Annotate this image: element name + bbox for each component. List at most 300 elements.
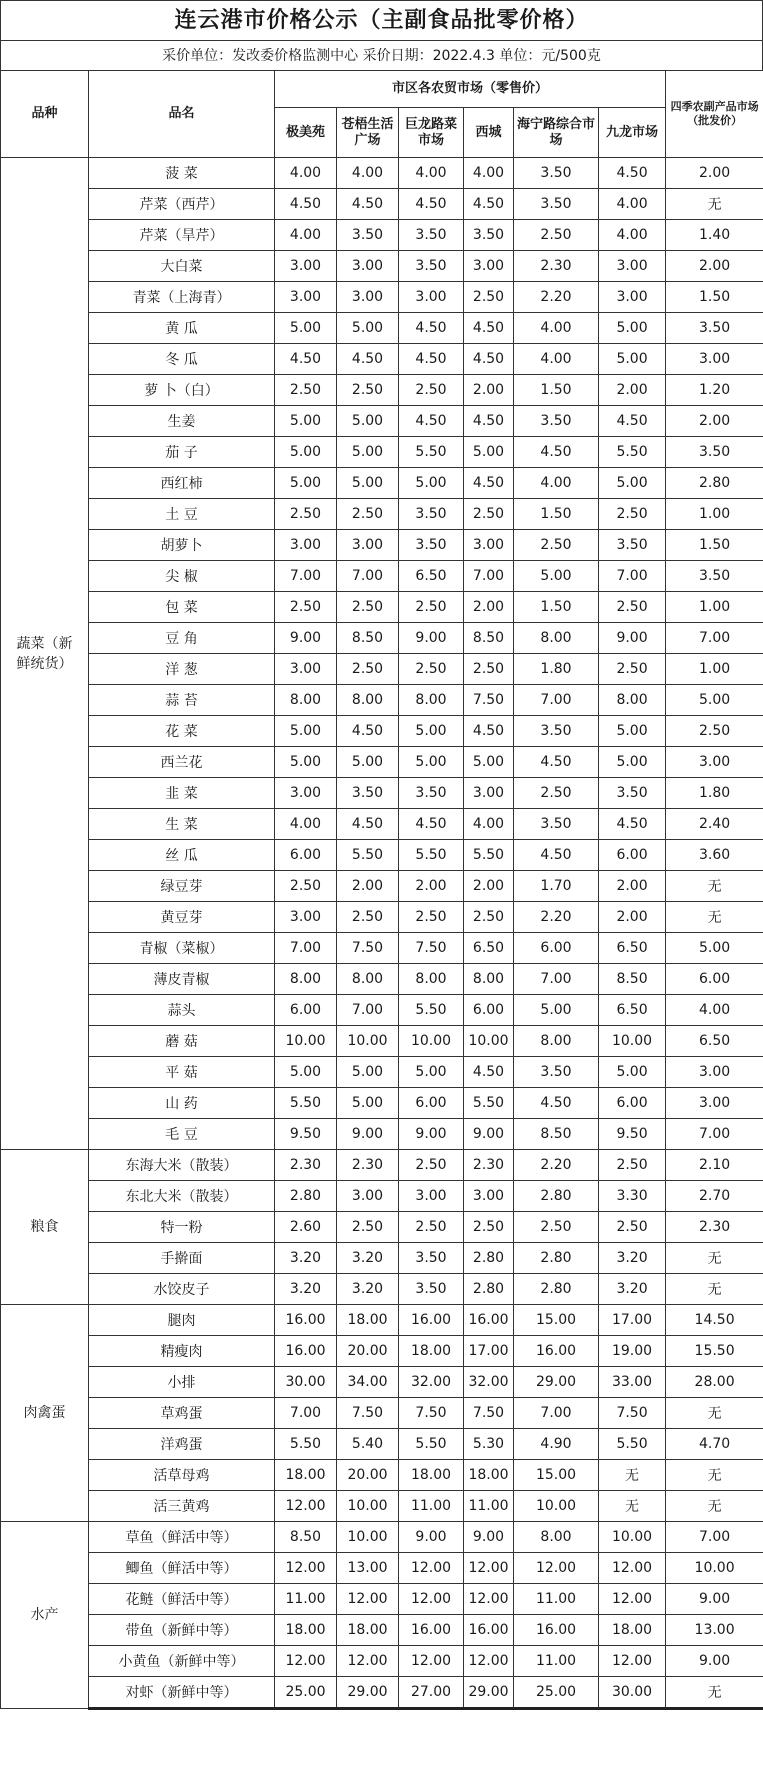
retail-price-cell: 16.00 xyxy=(464,1305,514,1336)
item-name-cell: 平 菇 xyxy=(89,1057,275,1088)
retail-price-cell: 7.00 xyxy=(514,964,599,995)
retail-price-cell: 5.00 xyxy=(275,406,337,437)
retail-price-cell: 3.20 xyxy=(337,1243,399,1274)
retail-price-cell: 3.00 xyxy=(337,282,399,313)
retail-price-cell: 18.00 xyxy=(275,1615,337,1646)
retail-price-cell: 6.00 xyxy=(275,840,337,871)
retail-price-cell: 18.00 xyxy=(599,1615,666,1646)
table-row xyxy=(1,1398,763,1429)
table-row xyxy=(1,1057,763,1088)
retail-price-cell: 2.50 xyxy=(337,654,399,685)
retail-price-cell: 4.50 xyxy=(399,809,464,840)
retail-price-cell: 18.00 xyxy=(464,1460,514,1491)
retail-price-cell: 2.50 xyxy=(599,654,666,685)
retail-price-cell: 16.00 xyxy=(275,1305,337,1336)
retail-price-cell: 3.00 xyxy=(399,1181,464,1212)
category-cell: 蔬菜（新鲜统货） xyxy=(1,158,89,1150)
table-row xyxy=(1,871,763,902)
table-row xyxy=(1,1429,763,1460)
wholesale-price-cell: 2.40 xyxy=(666,809,763,840)
header-market: 巨龙路菜市场 xyxy=(399,108,464,158)
retail-price-cell: 12.00 xyxy=(399,1584,464,1615)
retail-price-cell: 6.50 xyxy=(399,561,464,592)
retail-price-cell: 3.00 xyxy=(464,251,514,282)
wholesale-price-cell: 7.00 xyxy=(666,1119,763,1150)
retail-price-cell: 2.80 xyxy=(514,1274,599,1305)
retail-price-cell: 16.00 xyxy=(275,1336,337,1367)
retail-price-cell: 25.00 xyxy=(275,1677,337,1709)
table-header xyxy=(1,71,763,158)
wholesale-price-cell: 无 xyxy=(666,902,763,933)
retail-price-cell: 25.00 xyxy=(514,1677,599,1709)
retail-price-cell: 18.00 xyxy=(337,1305,399,1336)
retail-price-cell: 4.50 xyxy=(399,344,464,375)
item-name-cell: 活三黄鸡 xyxy=(89,1491,275,1522)
retail-price-cell: 6.50 xyxy=(464,933,514,964)
retail-price-cell: 10.00 xyxy=(275,1026,337,1057)
table-row xyxy=(1,1646,763,1677)
retail-price-cell: 1.50 xyxy=(514,375,599,406)
retail-price-cell: 5.50 xyxy=(399,995,464,1026)
item-name-cell: 洋 葱 xyxy=(89,654,275,685)
retail-price-cell: 5.00 xyxy=(337,437,399,468)
retail-price-cell: 12.00 xyxy=(275,1646,337,1677)
table-row xyxy=(1,840,763,871)
retail-price-cell: 2.50 xyxy=(337,902,399,933)
retail-price-cell: 4.50 xyxy=(464,1057,514,1088)
wholesale-price-cell: 3.00 xyxy=(666,747,763,778)
wholesale-price-cell: 3.00 xyxy=(666,1057,763,1088)
retail-price-cell: 3.00 xyxy=(399,282,464,313)
retail-price-cell: 11.00 xyxy=(399,1491,464,1522)
retail-price-cell: 5.00 xyxy=(599,313,666,344)
table-row xyxy=(1,1212,763,1243)
header-market: 海宁路综合市场 xyxy=(514,108,599,158)
retail-price-cell: 2.00 xyxy=(599,871,666,902)
retail-price-cell: 5.50 xyxy=(599,1429,666,1460)
retail-price-cell: 5.00 xyxy=(599,468,666,499)
table-row xyxy=(1,623,763,654)
retail-price-cell: 3.00 xyxy=(275,778,337,809)
retail-price-cell: 3.50 xyxy=(337,220,399,251)
retail-price-cell: 9.00 xyxy=(399,1522,464,1553)
retail-price-cell: 4.50 xyxy=(514,747,599,778)
retail-price-cell: 4.50 xyxy=(464,468,514,499)
retail-price-cell: 7.50 xyxy=(399,933,464,964)
retail-price-cell: 17.00 xyxy=(464,1336,514,1367)
item-name-cell: 黄豆芽 xyxy=(89,902,275,933)
retail-price-cell: 4.50 xyxy=(599,158,666,189)
wholesale-price-cell: 2.00 xyxy=(666,251,763,282)
retail-price-cell: 15.00 xyxy=(514,1305,599,1336)
item-name-cell: 丝 瓜 xyxy=(89,840,275,871)
retail-price-cell: 20.00 xyxy=(337,1336,399,1367)
table-row xyxy=(1,406,763,437)
table-row xyxy=(1,1367,763,1398)
retail-price-cell: 4.00 xyxy=(599,189,666,220)
retail-price-cell: 2.50 xyxy=(599,499,666,530)
wholesale-price-cell: 3.60 xyxy=(666,840,763,871)
retail-price-cell: 4.50 xyxy=(599,809,666,840)
retail-price-cell: 9.50 xyxy=(275,1119,337,1150)
retail-price-cell: 12.00 xyxy=(399,1553,464,1584)
wholesale-price-cell: 无 xyxy=(666,1274,763,1305)
retail-price-cell: 7.00 xyxy=(275,1398,337,1429)
table-row xyxy=(1,1522,763,1553)
retail-price-cell: 3.00 xyxy=(464,1181,514,1212)
retail-price-cell: 2.80 xyxy=(514,1181,599,1212)
retail-price-cell: 4.50 xyxy=(464,716,514,747)
wholesale-price-cell: 1.20 xyxy=(666,375,763,406)
wholesale-price-cell: 6.50 xyxy=(666,1026,763,1057)
retail-price-cell: 9.00 xyxy=(275,623,337,654)
retail-price-cell: 8.00 xyxy=(399,964,464,995)
retail-price-cell: 4.50 xyxy=(399,406,464,437)
retail-price-cell: 5.00 xyxy=(275,1057,337,1088)
retail-price-cell: 4.50 xyxy=(464,406,514,437)
table-row xyxy=(1,1274,763,1305)
item-name-cell: 包 菜 xyxy=(89,592,275,623)
table-row xyxy=(1,1491,763,1522)
wholesale-price-cell: 1.40 xyxy=(666,220,763,251)
item-name-cell: 尖 椒 xyxy=(89,561,275,592)
retail-price-cell: 3.50 xyxy=(399,499,464,530)
wholesale-price-cell: 3.50 xyxy=(666,313,763,344)
retail-price-cell: 8.50 xyxy=(514,1119,599,1150)
table-row xyxy=(1,251,763,282)
wholesale-price-cell: 3.00 xyxy=(666,1088,763,1119)
table-row xyxy=(1,561,763,592)
table-row xyxy=(1,592,763,623)
retail-price-cell: 2.50 xyxy=(337,592,399,623)
retail-price-cell: 2.50 xyxy=(514,220,599,251)
item-name-cell: 蒜头 xyxy=(89,995,275,1026)
retail-price-cell: 8.50 xyxy=(464,623,514,654)
retail-price-cell: 5.00 xyxy=(514,561,599,592)
retail-price-cell: 4.50 xyxy=(599,406,666,437)
item-name-cell: 精瘦肉 xyxy=(89,1336,275,1367)
retail-price-cell: 3.50 xyxy=(337,778,399,809)
item-name-cell: 腿肉 xyxy=(89,1305,275,1336)
retail-price-cell: 19.00 xyxy=(599,1336,666,1367)
item-name-cell: 豆 角 xyxy=(89,623,275,654)
retail-price-cell: 9.00 xyxy=(399,623,464,654)
retail-price-cell: 18.00 xyxy=(337,1615,399,1646)
retail-price-cell: 8.00 xyxy=(514,623,599,654)
retail-price-cell: 34.00 xyxy=(337,1367,399,1398)
table-body xyxy=(1,158,763,1709)
retail-price-cell: 5.00 xyxy=(399,747,464,778)
retail-price-cell: 3.00 xyxy=(275,282,337,313)
retail-price-cell: 10.00 xyxy=(464,1026,514,1057)
retail-price-cell: 33.00 xyxy=(599,1367,666,1398)
header-market-group: 市区各农贸市场（零售价） xyxy=(275,71,666,108)
wholesale-price-cell: 10.00 xyxy=(666,1553,763,1584)
item-name-cell: 鲫鱼（鲜活中等） xyxy=(89,1553,275,1584)
retail-price-cell: 30.00 xyxy=(275,1367,337,1398)
retail-price-cell: 5.00 xyxy=(275,716,337,747)
table-row xyxy=(1,344,763,375)
item-name-cell: 大白菜 xyxy=(89,251,275,282)
table-row xyxy=(1,685,763,716)
wholesale-price-cell: 2.80 xyxy=(666,468,763,499)
wholesale-price-cell: 无 xyxy=(666,1398,763,1429)
table-row xyxy=(1,1615,763,1646)
retail-price-cell: 4.00 xyxy=(464,158,514,189)
wholesale-price-cell: 无 xyxy=(666,1677,763,1709)
retail-price-cell: 3.50 xyxy=(514,158,599,189)
item-name-cell: 洋鸡蛋 xyxy=(89,1429,275,1460)
retail-price-cell: 无 xyxy=(599,1460,666,1491)
retail-price-cell: 3.00 xyxy=(275,654,337,685)
retail-price-cell: 5.00 xyxy=(399,1057,464,1088)
retail-price-cell: 4.50 xyxy=(337,344,399,375)
table-row xyxy=(1,1150,763,1181)
retail-price-cell: 8.00 xyxy=(399,685,464,716)
retail-price-cell: 12.00 xyxy=(337,1584,399,1615)
wholesale-price-cell: 1.00 xyxy=(666,499,763,530)
table-row xyxy=(1,1119,763,1150)
retail-price-cell: 2.50 xyxy=(275,499,337,530)
table-row xyxy=(1,933,763,964)
retail-price-cell: 5.30 xyxy=(464,1429,514,1460)
item-name-cell: 绿豆芽 xyxy=(89,871,275,902)
wholesale-price-cell: 3.50 xyxy=(666,561,763,592)
retail-price-cell: 3.50 xyxy=(399,220,464,251)
retail-price-cell: 7.00 xyxy=(337,561,399,592)
header-market: 九龙市场 xyxy=(599,108,666,158)
retail-price-cell: 16.00 xyxy=(514,1336,599,1367)
retail-price-cell: 6.00 xyxy=(599,1088,666,1119)
retail-price-cell: 2.50 xyxy=(399,1212,464,1243)
retail-price-cell: 4.50 xyxy=(399,313,464,344)
retail-price-cell: 7.50 xyxy=(337,1398,399,1429)
retail-price-cell: 27.00 xyxy=(399,1677,464,1709)
retail-price-cell: 2.50 xyxy=(275,592,337,623)
retail-price-cell: 3.50 xyxy=(399,1243,464,1274)
retail-price-cell: 2.00 xyxy=(599,902,666,933)
item-name-cell: 特一粉 xyxy=(89,1212,275,1243)
retail-price-cell: 2.30 xyxy=(514,251,599,282)
page-title: 连云港市价格公示（主副食品批零价格） xyxy=(0,0,763,40)
retail-price-cell: 8.00 xyxy=(464,964,514,995)
retail-price-cell: 3.00 xyxy=(599,282,666,313)
retail-price-cell: 5.50 xyxy=(464,840,514,871)
retail-price-cell: 3.00 xyxy=(464,778,514,809)
retail-price-cell: 4.00 xyxy=(514,313,599,344)
table-row xyxy=(1,964,763,995)
wholesale-price-cell: 1.80 xyxy=(666,778,763,809)
retail-price-cell: 2.00 xyxy=(464,375,514,406)
retail-price-cell: 3.00 xyxy=(275,251,337,282)
retail-price-cell: 3.50 xyxy=(599,778,666,809)
wholesale-price-cell: 无 xyxy=(666,1491,763,1522)
retail-price-cell: 10.00 xyxy=(337,1522,399,1553)
retail-price-cell: 13.00 xyxy=(337,1553,399,1584)
retail-price-cell: 2.60 xyxy=(275,1212,337,1243)
retail-price-cell: 2.50 xyxy=(599,1212,666,1243)
wholesale-price-cell: 无 xyxy=(666,189,763,220)
wholesale-price-cell: 7.00 xyxy=(666,1522,763,1553)
retail-price-cell: 3.30 xyxy=(599,1181,666,1212)
wholesale-price-cell: 1.00 xyxy=(666,592,763,623)
item-name-cell: 东北大米（散装） xyxy=(89,1181,275,1212)
retail-price-cell: 7.00 xyxy=(514,685,599,716)
retail-price-cell: 2.50 xyxy=(399,902,464,933)
retail-price-cell: 16.00 xyxy=(399,1615,464,1646)
wholesale-price-cell: 4.00 xyxy=(666,995,763,1026)
retail-price-cell: 2.00 xyxy=(337,871,399,902)
retail-price-cell: 2.00 xyxy=(599,375,666,406)
retail-price-cell: 2.50 xyxy=(464,1212,514,1243)
item-name-cell: 水饺皮子 xyxy=(89,1274,275,1305)
retail-price-cell: 5.40 xyxy=(337,1429,399,1460)
retail-price-cell: 12.00 xyxy=(599,1646,666,1677)
retail-price-cell: 32.00 xyxy=(464,1367,514,1398)
table-row xyxy=(1,1243,763,1274)
retail-price-cell: 5.50 xyxy=(599,437,666,468)
table-row xyxy=(1,220,763,251)
retail-price-cell: 1.70 xyxy=(514,871,599,902)
retail-price-cell: 5.00 xyxy=(337,747,399,778)
retail-price-cell: 3.50 xyxy=(399,530,464,561)
category-cell: 肉禽蛋 xyxy=(1,1305,89,1522)
item-name-cell: 小黄鱼（新鲜中等） xyxy=(89,1646,275,1677)
retail-price-cell: 3.50 xyxy=(514,809,599,840)
table-row xyxy=(1,158,763,189)
header-wholesale: 四季农副产品市场（批发价） xyxy=(666,71,763,158)
retail-price-cell: 4.90 xyxy=(514,1429,599,1460)
retail-price-cell: 3.50 xyxy=(514,716,599,747)
item-name-cell: 蘑 菇 xyxy=(89,1026,275,1057)
retail-price-cell: 3.00 xyxy=(599,251,666,282)
table-row xyxy=(1,1584,763,1615)
retail-price-cell: 3.00 xyxy=(337,251,399,282)
retail-price-cell: 11.00 xyxy=(514,1584,599,1615)
retail-price-cell: 10.00 xyxy=(337,1491,399,1522)
retail-price-cell: 12.00 xyxy=(464,1553,514,1584)
retail-price-cell: 5.00 xyxy=(464,747,514,778)
retail-price-cell: 4.50 xyxy=(464,313,514,344)
retail-price-cell: 2.50 xyxy=(599,1150,666,1181)
retail-price-cell: 7.50 xyxy=(464,1398,514,1429)
price-table xyxy=(0,70,763,1710)
wholesale-price-cell: 9.00 xyxy=(666,1646,763,1677)
retail-price-cell: 2.50 xyxy=(337,499,399,530)
retail-price-cell: 2.80 xyxy=(275,1181,337,1212)
retail-price-cell: 9.00 xyxy=(399,1119,464,1150)
retail-price-cell: 4.00 xyxy=(337,158,399,189)
retail-price-cell: 5.00 xyxy=(337,1057,399,1088)
retail-price-cell: 2.50 xyxy=(514,778,599,809)
retail-price-cell: 4.50 xyxy=(337,809,399,840)
retail-price-cell: 16.00 xyxy=(399,1305,464,1336)
wholesale-price-cell: 3.00 xyxy=(666,344,763,375)
table-row xyxy=(1,468,763,499)
wholesale-price-cell: 1.00 xyxy=(666,654,763,685)
retail-price-cell: 5.00 xyxy=(599,716,666,747)
table-row xyxy=(1,995,763,1026)
retail-price-cell: 2.50 xyxy=(399,654,464,685)
item-name-cell: 东海大米（散装） xyxy=(89,1150,275,1181)
retail-price-cell: 11.00 xyxy=(464,1491,514,1522)
retail-price-cell: 15.00 xyxy=(514,1460,599,1491)
retail-price-cell: 10.00 xyxy=(399,1026,464,1057)
retail-price-cell: 12.00 xyxy=(514,1553,599,1584)
table-row xyxy=(1,1026,763,1057)
wholesale-price-cell: 2.00 xyxy=(666,406,763,437)
retail-price-cell: 2.00 xyxy=(464,871,514,902)
retail-price-cell: 4.00 xyxy=(275,158,337,189)
item-name-cell: 青菜（上海青） xyxy=(89,282,275,313)
wholesale-price-cell: 1.50 xyxy=(666,282,763,313)
retail-price-cell: 2.20 xyxy=(514,282,599,313)
retail-price-cell: 6.00 xyxy=(599,840,666,871)
retail-price-cell: 2.50 xyxy=(275,375,337,406)
wholesale-price-cell: 5.00 xyxy=(666,685,763,716)
retail-price-cell: 5.50 xyxy=(464,1088,514,1119)
retail-price-cell: 5.00 xyxy=(399,468,464,499)
wholesale-price-cell: 28.00 xyxy=(666,1367,763,1398)
retail-price-cell: 9.50 xyxy=(599,1119,666,1150)
retail-price-cell: 8.00 xyxy=(599,685,666,716)
retail-price-cell: 4.50 xyxy=(337,716,399,747)
retail-price-cell: 4.00 xyxy=(599,220,666,251)
retail-price-cell: 30.00 xyxy=(599,1677,666,1709)
retail-price-cell: 5.00 xyxy=(514,995,599,1026)
item-name-cell: 小排 xyxy=(89,1367,275,1398)
table-row xyxy=(1,1677,763,1709)
wholesale-price-cell: 4.70 xyxy=(666,1429,763,1460)
retail-price-cell: 2.50 xyxy=(464,902,514,933)
retail-price-cell: 12.00 xyxy=(464,1584,514,1615)
retail-price-cell: 2.50 xyxy=(464,499,514,530)
retail-price-cell: 7.50 xyxy=(337,933,399,964)
retail-price-cell: 3.50 xyxy=(464,220,514,251)
retail-price-cell: 7.00 xyxy=(464,561,514,592)
retail-price-cell: 3.50 xyxy=(399,778,464,809)
retail-price-cell: 6.00 xyxy=(275,995,337,1026)
retail-price-cell: 5.50 xyxy=(399,840,464,871)
item-name-cell: 西兰花 xyxy=(89,747,275,778)
retail-price-cell: 2.50 xyxy=(514,530,599,561)
header-item: 品名 xyxy=(89,71,275,158)
table-row xyxy=(1,499,763,530)
item-name-cell: 西红柿 xyxy=(89,468,275,499)
retail-price-cell: 10.00 xyxy=(514,1491,599,1522)
retail-price-cell: 2.50 xyxy=(399,375,464,406)
retail-price-cell: 3.00 xyxy=(337,530,399,561)
retail-price-cell: 16.00 xyxy=(464,1615,514,1646)
retail-price-cell: 4.00 xyxy=(275,809,337,840)
item-name-cell: 生姜 xyxy=(89,406,275,437)
item-name-cell: 花鲢（鲜活中等） xyxy=(89,1584,275,1615)
retail-price-cell: 9.00 xyxy=(599,623,666,654)
table-row xyxy=(1,747,763,778)
retail-price-cell: 18.00 xyxy=(399,1460,464,1491)
wholesale-price-cell: 3.50 xyxy=(666,437,763,468)
retail-price-cell: 3.50 xyxy=(399,1274,464,1305)
retail-price-cell: 3.00 xyxy=(275,902,337,933)
retail-price-cell: 29.00 xyxy=(514,1367,599,1398)
table-row xyxy=(1,1088,763,1119)
retail-price-cell: 5.00 xyxy=(599,344,666,375)
retail-price-cell: 7.50 xyxy=(464,685,514,716)
retail-price-cell: 4.00 xyxy=(464,809,514,840)
retail-price-cell: 6.50 xyxy=(599,995,666,1026)
retail-price-cell: 5.00 xyxy=(337,1088,399,1119)
retail-price-cell: 4.00 xyxy=(514,344,599,375)
